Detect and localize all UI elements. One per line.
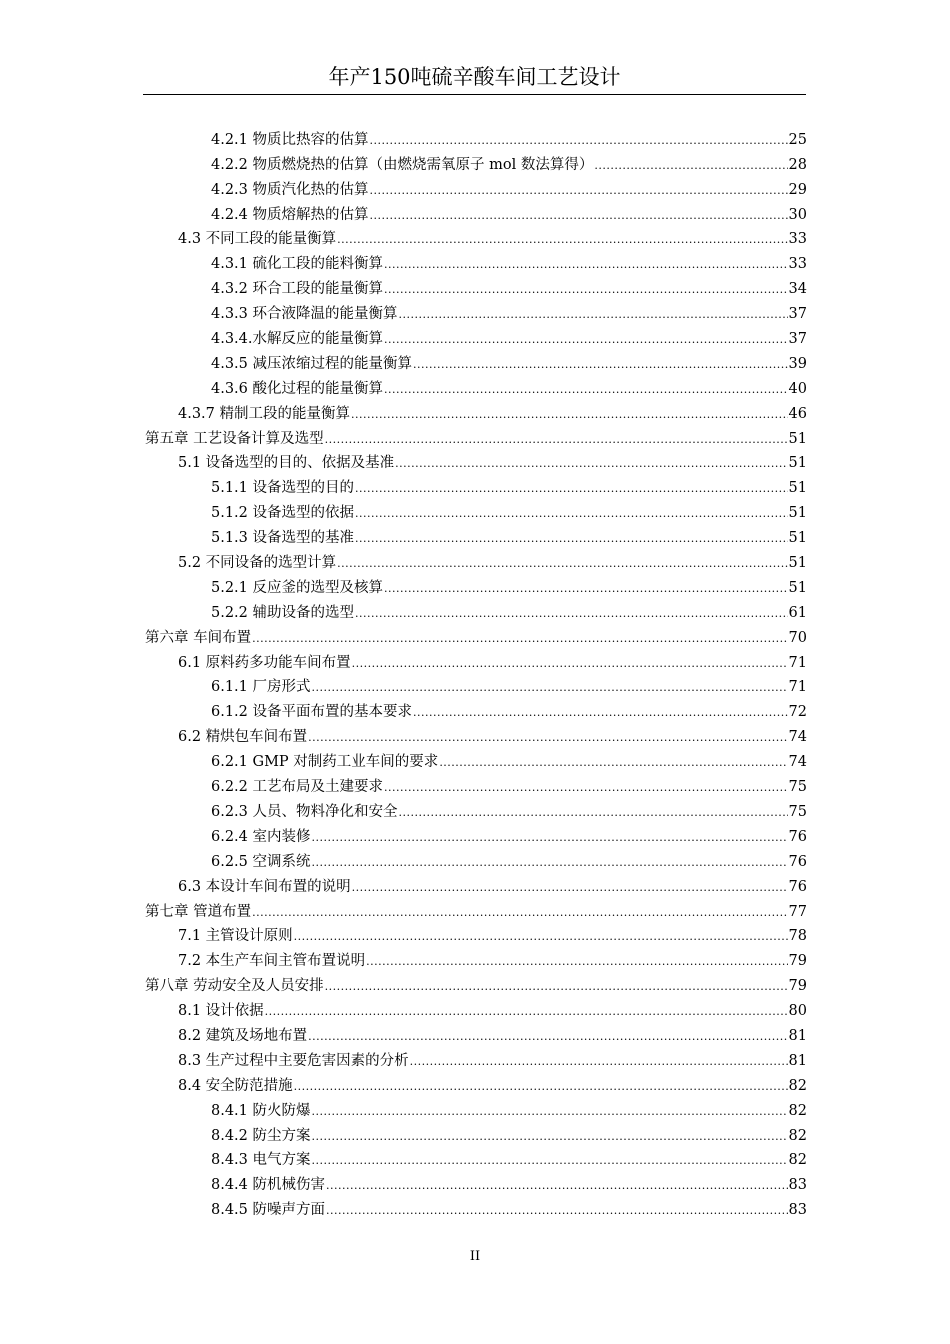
- toc-entry[interactable]: [0, 647, 950, 672]
- toc-dot-leader: [351, 405, 788, 423]
- toc-entry[interactable]: [0, 323, 950, 348]
- toc-entry-title: 5.1.2 设备选型的依据: [211, 505, 355, 522]
- toc-entry-title: 8.3 生产过程中主要危害因素的分析: [178, 1052, 409, 1069]
- toc-dot-leader: [413, 703, 788, 721]
- toc-dot-leader: [366, 952, 787, 970]
- toc-dot-leader: [370, 131, 788, 149]
- toc-entry-page-number: 74: [788, 754, 807, 771]
- toc-dot-leader: [370, 206, 788, 224]
- table-of-contents: [0, 124, 950, 1219]
- toc-entry[interactable]: [0, 373, 950, 398]
- toc-entry[interactable]: [0, 199, 950, 224]
- toc-entry[interactable]: [0, 622, 950, 647]
- toc-entry-title: 7.2 本生产车间主管布置说明: [178, 953, 366, 970]
- toc-entry-page-number: 25: [788, 131, 807, 148]
- toc-dot-leader: [252, 903, 787, 921]
- toc-entry-page-number: 70: [788, 629, 807, 646]
- toc-entry-page-number: 51: [788, 505, 807, 522]
- toc-entry-page-number: 82: [788, 1152, 807, 1169]
- toc-entry-page-number: 71: [788, 679, 807, 696]
- toc-entry[interactable]: [0, 1045, 950, 1070]
- toc-entry-title: 4.3.3 环合液降温的能量衡算: [211, 306, 398, 323]
- toc-entry-page-number: 83: [788, 1202, 807, 1219]
- toc-entry[interactable]: [0, 995, 950, 1020]
- toc-entry-page-number: 30: [788, 206, 807, 223]
- toc-dot-leader: [355, 504, 788, 522]
- toc-entry-page-number: 79: [788, 953, 807, 970]
- toc-entry[interactable]: [0, 398, 950, 423]
- toc-entry-page-number: 39: [788, 355, 807, 372]
- toc-entry-title: 8.4 安全防范措施: [178, 1077, 293, 1094]
- toc-dot-leader: [384, 280, 788, 298]
- toc-entry[interactable]: [0, 224, 950, 249]
- toc-dot-leader: [312, 1127, 788, 1145]
- toc-entry-title: 5.2.2 辅助设备的选型: [211, 604, 355, 621]
- toc-entry-title: 8.4.4 防机械伤害: [211, 1177, 326, 1194]
- toc-dot-leader: [265, 1002, 788, 1020]
- toc-entry[interactable]: [0, 124, 950, 149]
- toc-entry-title: 8.4.2 防尘方案: [211, 1127, 311, 1144]
- toc-entry-page-number: 51: [788, 455, 807, 472]
- toc-entry-title: 6.2.4 室内装修: [211, 828, 311, 845]
- toc-entry-page-number: 71: [788, 654, 807, 671]
- toc-entry[interactable]: [0, 771, 950, 796]
- toc-entry-title: 4.3 不同工段的能量衡算: [178, 231, 337, 248]
- toc-entry-title: 5.1 设备选型的目的、依据及基准: [178, 455, 395, 472]
- toc-dot-leader: [370, 181, 788, 199]
- toc-entry-page-number: 51: [788, 480, 807, 497]
- toc-entry[interactable]: [0, 174, 950, 199]
- toc-dot-leader: [325, 977, 788, 995]
- toc-entry-page-number: 76: [788, 853, 807, 870]
- toc-entry-page-number: 28: [788, 156, 807, 173]
- toc-dot-leader: [308, 728, 787, 746]
- toc-entry-page-number: 37: [788, 306, 807, 323]
- toc-entry-title: 4.2.2 物质燃烧热的估算（由燃烧需氧原子 mol 数法算得）: [211, 156, 594, 173]
- toc-entry[interactable]: [0, 348, 950, 373]
- toc-dot-leader: [337, 554, 787, 572]
- toc-entry[interactable]: [0, 1120, 950, 1145]
- toc-entry[interactable]: [0, 547, 950, 572]
- toc-entry-page-number: 33: [788, 256, 807, 273]
- toc-entry-page-number: 37: [788, 331, 807, 348]
- toc-entry[interactable]: [0, 672, 950, 697]
- toc-entry[interactable]: [0, 871, 950, 896]
- toc-entry[interactable]: [0, 1070, 950, 1095]
- toc-entry[interactable]: [0, 1145, 950, 1170]
- toc-entry-page-number: 80: [788, 1003, 807, 1020]
- toc-dot-leader: [395, 454, 787, 472]
- toc-entry-page-number: 82: [788, 1102, 807, 1119]
- toc-dot-leader: [294, 1077, 788, 1095]
- toc-entry-page-number: 78: [788, 928, 807, 945]
- toc-entry-title: 6.2 精烘包车间布置: [178, 729, 308, 746]
- toc-entry[interactable]: [0, 522, 950, 547]
- toc-entry[interactable]: [0, 945, 950, 970]
- toc-entry-title: 6.2.5 空调系统: [211, 853, 311, 870]
- toc-entry[interactable]: [0, 149, 950, 174]
- toc-dot-leader: [594, 156, 787, 174]
- toc-entry-title: 5.2 不同设备的选型计算: [178, 555, 337, 572]
- toc-entry[interactable]: [0, 597, 950, 622]
- toc-entry-page-number: 51: [788, 530, 807, 547]
- toc-dot-leader: [355, 604, 788, 622]
- toc-entry[interactable]: [0, 248, 950, 273]
- toc-entry-page-number: 79: [788, 978, 807, 995]
- toc-entry-page-number: 72: [788, 704, 807, 721]
- toc-entry[interactable]: [0, 298, 950, 323]
- toc-dot-leader: [355, 479, 788, 497]
- toc-entry[interactable]: [0, 572, 950, 597]
- toc-entry[interactable]: [0, 472, 950, 497]
- page-number: II: [469, 1249, 481, 1264]
- toc-dot-leader: [252, 629, 787, 647]
- toc-dot-leader: [326, 1176, 788, 1194]
- toc-entry-page-number: 46: [788, 405, 807, 422]
- toc-entry-page-number: 81: [788, 1027, 807, 1044]
- toc-entry[interactable]: [0, 746, 950, 771]
- toc-entry-title: 8.1 设计依据: [178, 1003, 264, 1020]
- toc-entry-title: 6.2.1 GMP 对制药工业车间的要求: [211, 754, 439, 771]
- toc-entry-title: 第五章 工艺设备计算及选型: [145, 430, 324, 447]
- toc-dot-leader: [384, 380, 788, 398]
- toc-entry-title: 4.3.1 硫化工段的能料衡算: [211, 256, 384, 273]
- toc-entry-title: 6.2.2 工艺布局及土建要求: [211, 779, 384, 796]
- toc-entry-page-number: 82: [788, 1077, 807, 1094]
- toc-entry-title: 8.4.5 防噪声方面: [211, 1202, 326, 1219]
- toc-entry-title: 6.1.2 设备平面布置的基本要求: [211, 704, 413, 721]
- toc-entry-title: 4.2.4 物质熔解热的估算: [211, 206, 369, 223]
- toc-dot-leader: [312, 678, 788, 696]
- toc-dot-leader: [308, 1027, 787, 1045]
- toc-entry-title: 8.4.3 电气方案: [211, 1152, 311, 1169]
- toc-entry-title: 6.1.1 厂房形式: [211, 679, 311, 696]
- toc-entry-page-number: 76: [788, 828, 807, 845]
- toc-entry-title: 4.3.5 减压浓缩过程的能量衡算: [211, 355, 413, 372]
- toc-entry[interactable]: [0, 1020, 950, 1045]
- toc-entry-page-number: 75: [788, 803, 807, 820]
- toc-entry[interactable]: [0, 970, 950, 995]
- toc-entry-title: 5.1.1 设备选型的目的: [211, 480, 355, 497]
- toc-entry[interactable]: [0, 721, 950, 746]
- toc-entry-title: 第八章 劳动安全及人员安排: [145, 978, 324, 995]
- toc-dot-leader: [413, 355, 788, 373]
- toc-dot-leader: [384, 778, 788, 796]
- toc-entry[interactable]: [0, 423, 950, 448]
- toc-entry[interactable]: [0, 696, 950, 721]
- toc-entry[interactable]: [0, 497, 950, 522]
- toc-dot-leader: [399, 803, 788, 821]
- toc-dot-leader: [384, 255, 788, 273]
- toc-dot-leader: [312, 828, 788, 846]
- toc-entry-page-number: 51: [788, 579, 807, 596]
- page-header-title: 年产150吨硫辛酸车间工艺设计: [328, 65, 621, 89]
- toc-entry-title: 第六章 车间布置: [145, 629, 252, 646]
- toc-dot-leader: [352, 654, 788, 672]
- toc-entry[interactable]: [0, 921, 950, 946]
- toc-entry[interactable]: [0, 273, 950, 298]
- toc-entry-page-number: 83: [788, 1177, 807, 1194]
- toc-entry[interactable]: [0, 1095, 950, 1120]
- toc-entry-title: 4.3.7 精制工段的能量衡算: [178, 405, 351, 422]
- toc-dot-leader: [352, 878, 788, 896]
- toc-entry[interactable]: [0, 846, 950, 871]
- toc-entry-page-number: 29: [788, 181, 807, 198]
- toc-entry-page-number: 77: [788, 903, 807, 920]
- toc-entry-page-number: 76: [788, 878, 807, 895]
- toc-entry-page-number: 34: [788, 281, 807, 298]
- toc-entry-page-number: 51: [788, 555, 807, 572]
- toc-entry-title: 4.3.6 酸化过程的能量衡算: [211, 380, 384, 397]
- toc-entry-page-number: 75: [788, 779, 807, 796]
- toc-entry-title: 第七章 管道布置: [145, 903, 252, 920]
- toc-entry-title: 4.3.2 环合工段的能量衡算: [211, 281, 384, 298]
- toc-entry-page-number: 51: [788, 430, 807, 447]
- toc-entry-page-number: 61: [788, 604, 807, 621]
- toc-dot-leader: [294, 927, 788, 945]
- toc-dot-leader: [399, 305, 788, 323]
- toc-dot-leader: [439, 753, 787, 771]
- toc-entry-page-number: 81: [788, 1052, 807, 1069]
- toc-entry-page-number: 74: [788, 729, 807, 746]
- toc-entry-title: 4.3.4.水解反应的能量衡算: [211, 331, 384, 348]
- toc-dot-leader: [337, 230, 787, 248]
- toc-dot-leader: [325, 430, 788, 448]
- toc-entry[interactable]: [0, 821, 950, 846]
- toc-dot-leader: [384, 579, 788, 597]
- toc-entry-title: 5.2.1 反应釜的选型及核算: [211, 579, 384, 596]
- toc-entry-title: 6.3 本设计车间布置的说明: [178, 878, 351, 895]
- toc-entry[interactable]: [0, 448, 950, 473]
- toc-dot-leader: [312, 1151, 788, 1169]
- toc-dot-leader: [312, 1102, 788, 1120]
- toc-dot-leader: [326, 1201, 788, 1219]
- toc-entry[interactable]: [0, 1194, 950, 1219]
- toc-entry-title: 7.1 主管设计原则: [178, 928, 293, 945]
- toc-dot-leader: [312, 853, 788, 871]
- toc-entry-title: 4.2.1 物质比热容的估算: [211, 131, 369, 148]
- toc-entry-title: 4.2.3 物质汽化热的估算: [211, 181, 369, 198]
- toc-entry-title: 6.2.3 人员、物料净化和安全: [211, 803, 398, 820]
- toc-entry-title: 5.1.3 设备选型的基准: [211, 530, 355, 547]
- toc-entry[interactable]: [0, 796, 950, 821]
- toc-entry[interactable]: [0, 1169, 950, 1194]
- header-rule: [143, 94, 806, 95]
- toc-entry-page-number: 82: [788, 1127, 807, 1144]
- toc-entry[interactable]: [0, 896, 950, 921]
- toc-dot-leader: [410, 1052, 788, 1070]
- toc-entry-page-number: 40: [788, 380, 807, 397]
- toc-dot-leader: [355, 529, 788, 547]
- toc-entry-page-number: 33: [788, 231, 807, 248]
- toc-entry-title: 8.4.1 防火防爆: [211, 1102, 311, 1119]
- toc-dot-leader: [384, 330, 788, 348]
- toc-entry-title: 8.2 建筑及场地布置: [178, 1027, 308, 1044]
- toc-entry-title: 6.1 原料药多功能车间布置: [178, 654, 351, 671]
